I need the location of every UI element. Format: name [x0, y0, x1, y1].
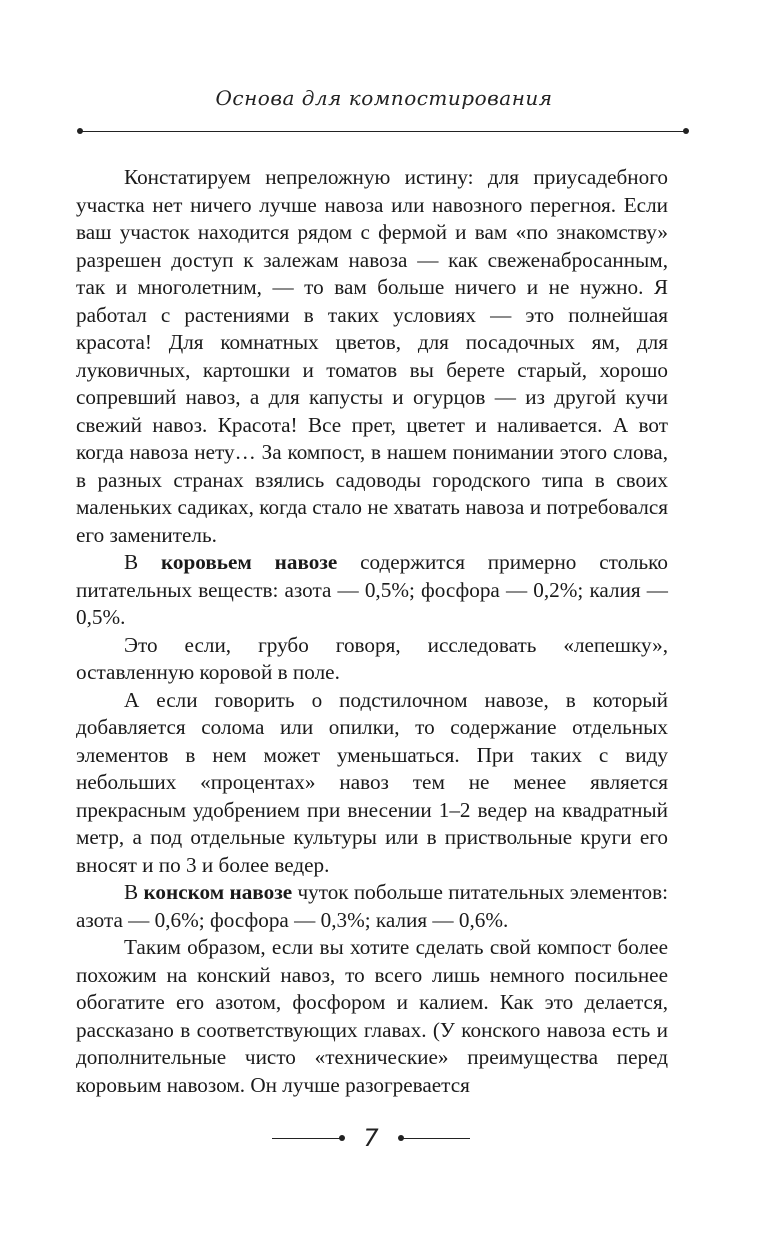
paragraph-text: А если говорить о подстилочном навозе, в который добавляется солома или опилки, то содержание отдельных элементов в нем может уменьшаться. При таких с виду небольших «процентах» навоз тем не менее является прекрасным удобрением при внесении 1–2 ведер на квадратный метр, а под отдельные культуры или в приствольные круги его вносят и по 3 и более ведер. [76, 687, 668, 877]
paragraph [76, 632, 668, 687]
paragraph-text: чуток побольше питательных элементов: азота — 0,6%; фосфора — 0,3%; калия — 0,6%. [76, 880, 668, 932]
paragraph-text: содержится примерно столько питательных веществ: азота — 0,5%; фосфора — 0,2%; калия — 0,5%. [76, 550, 668, 629]
paragraph-text: В [124, 550, 161, 574]
header-rule-dot-right [683, 128, 689, 134]
paragraph-text: Это если, грубо говоря, исследовать «лепешку», оставленную коровой в поле. [76, 632, 668, 684]
paragraph [76, 549, 668, 632]
footer-rule-left [272, 1138, 342, 1139]
footer-rule-right [400, 1138, 470, 1139]
running-header: Основа для компостирования [215, 86, 553, 110]
paragraph [76, 687, 668, 880]
body-text [76, 164, 668, 1099]
page-number: 7 [363, 1124, 379, 1152]
bold-term: коровьем навозе [160, 550, 338, 574]
paragraph-text: Констатируем непреложную истину: для приусадебного участка нет ничего лучше навоза или навозного перегноя. Если ваш участок находится рядом с фермой и вам «по знакомству» разрешен доступ к залежам навоза — как свеженабросанным, так и многолетним, — то вам больше ничего и не нужно. Я работал с растениями в таких условиях — это полнейшая красота! Для комнатных цветов, для посадочных ям, для луковичных, картошки и томатов вы берете старый, хорошо сопревший навоз, а для капусты и огурцов — из другой кучи свежий навоз. Красота! Все прет, цветет и наливается. А вот когда навоза нету… За компост, в нашем понимании этого слова, в разных странах взялись садоводы городского типа в своих маленьких садиках, когда стало не хватать навоза и потребовался его заменитель. [76, 165, 668, 547]
paragraph [76, 164, 668, 549]
paragraph [76, 934, 668, 1099]
header-rule [80, 131, 686, 132]
paragraph [76, 879, 668, 934]
paragraph-text: В [124, 880, 144, 904]
bold-term: конском навозе [143, 880, 293, 904]
footer-rule-dot-left [339, 1135, 345, 1141]
page-footer [0, 1124, 768, 1154]
header-rule-dot-left [77, 128, 83, 134]
paragraph-text: Таким образом, если вы хотите сделать свой компост более похожим на конский навоз, то всего лишь немного посильнее обогатите его азотом, фосфором и калием. Как это делается, рассказано в соответствующих главах. (У конского навоза есть и дополнительные чисто «технические» преимущества перед коровьим навозом. Он лучше разогревается [76, 935, 668, 1097]
